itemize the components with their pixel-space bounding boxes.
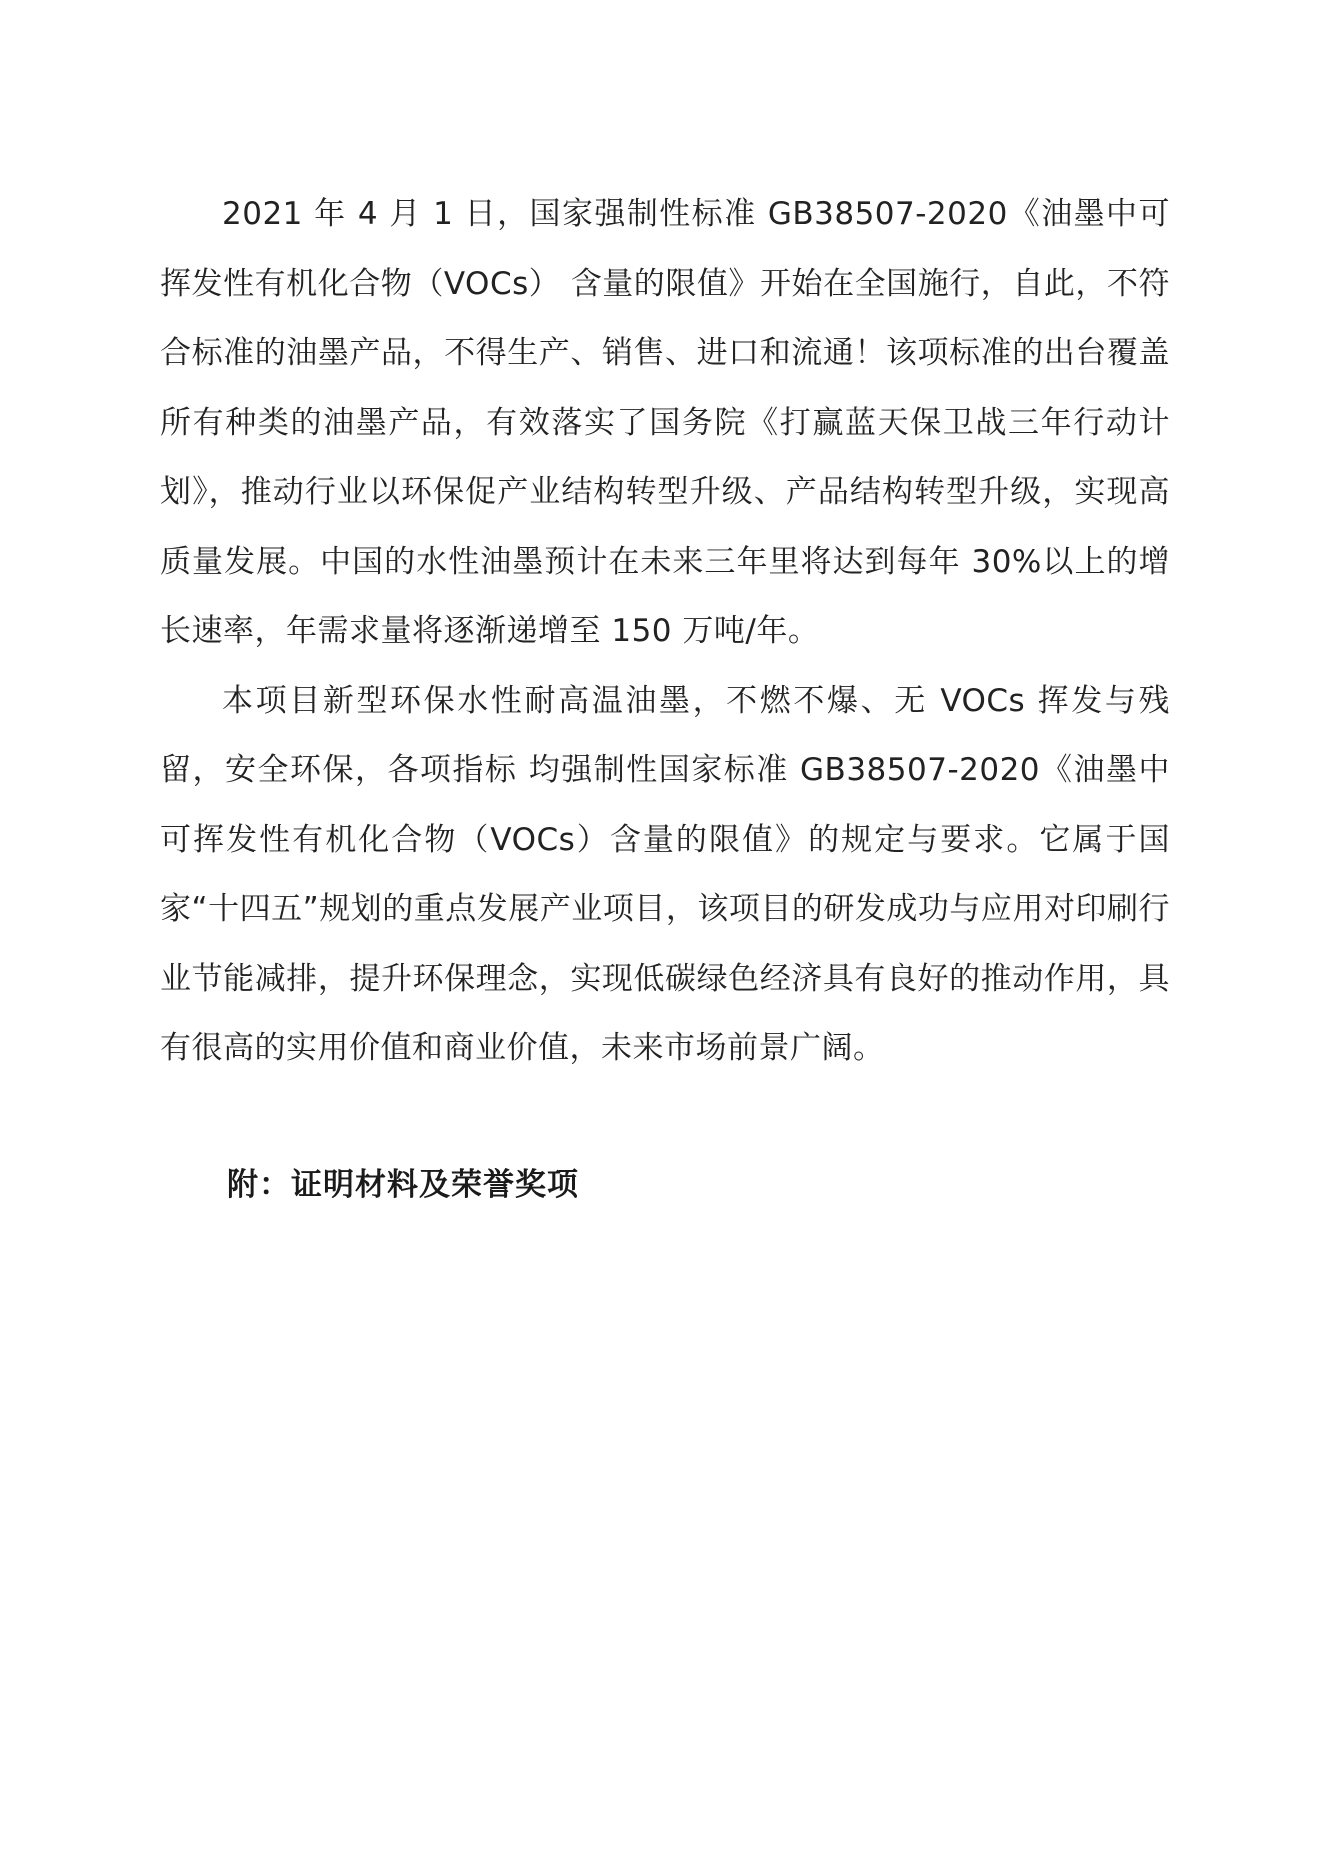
document-body bbox=[160, 180, 1170, 1084]
attachment-heading: 附：证明材料及荣誉奖项 bbox=[227, 1167, 579, 1203]
paragraph-ink-standard: 2021 年 4 月 1 日，国家强制性标准 GB38507-2020《油墨中可挥发性有机化合物（VOCs） 含量的限值》开始在全国施行，自此，不符合标准的油墨产品，不得生产、销售、进口和流通！该项标准的出台覆盖所有种类的油墨产品，有效落实了国务院《打赢蓝天保卫战三年行动计划》，推动行业以环保促产业结构转型升级、产品结构转型升级，实现高质量发展。中国的水性油墨预计在未来三年里将达到每年 30%以上的增长速率，年需求量将逐渐递增至 150 万吨/年。 bbox=[160, 196, 1170, 649]
paragraph-project-description: 本项目新型环保水性耐高温油墨，不燃不爆、无 VOCs 挥发与残留，安全环保，各项指标 均强制性国家标准 GB38507-2020《油墨中可挥发性有机化合物（VOCs）含量的限值》的规定与要求。它属于国家“十四五”规划的重点发展产业项目，该项目的研发成功与应用对印刷行业节能减排，提升环保理念，实现低碳绿色经济具有良好的推动作用，具有很高的实用价值和商业价值，未来市场前景广阔。 bbox=[160, 682, 1170, 1066]
